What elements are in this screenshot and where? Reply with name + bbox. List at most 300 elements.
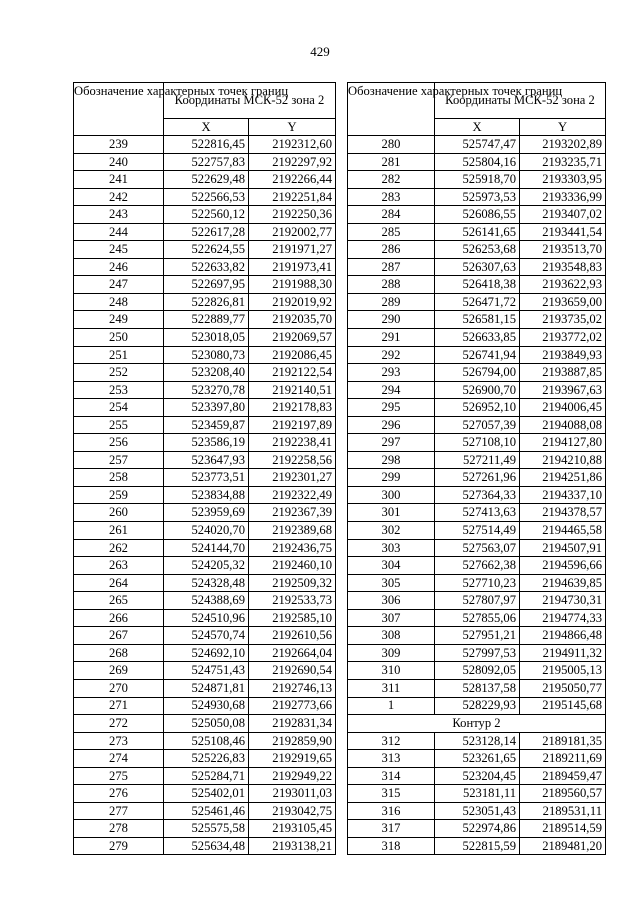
- point-number-cell: 246: [74, 258, 164, 276]
- y-coordinate-cell: 2194507,91: [520, 539, 606, 557]
- point-number-cell: 243: [74, 206, 164, 224]
- table-row: [348, 539, 606, 557]
- table-row: [348, 820, 606, 838]
- table-row: [348, 399, 606, 417]
- point-number-cell: 276: [74, 785, 164, 803]
- x-coordinate-cell: 522560,12: [164, 206, 249, 224]
- x-coordinate-cell: 522815,59: [435, 837, 520, 855]
- x-coordinate-cell: 522617,28: [164, 223, 249, 241]
- point-number-cell: 255: [74, 416, 164, 434]
- y-coordinate-cell: 2192312,60: [249, 136, 336, 154]
- table-row: [348, 750, 606, 768]
- table-row: [74, 206, 336, 224]
- point-number-cell: 278: [74, 820, 164, 838]
- table-row: [348, 293, 606, 311]
- column-header-y: Y: [520, 119, 606, 136]
- y-coordinate-cell: 2193202,89: [520, 136, 606, 154]
- x-coordinate-cell: 528229,93: [435, 697, 520, 715]
- y-coordinate-cell: 2194127,80: [520, 434, 606, 452]
- x-coordinate-cell: 524510,96: [164, 609, 249, 627]
- y-coordinate-cell: 2194251,86: [520, 469, 606, 487]
- point-number-cell: 297: [348, 434, 435, 452]
- table-row: [74, 486, 336, 504]
- point-number-cell: 252: [74, 364, 164, 382]
- table-row: [348, 206, 606, 224]
- point-number-cell: 266: [74, 609, 164, 627]
- table-row: [74, 258, 336, 276]
- x-coordinate-cell: 523181,11: [435, 785, 520, 803]
- table-row: [74, 715, 336, 733]
- x-coordinate-cell: 525918,70: [435, 171, 520, 189]
- x-coordinate-cell: 528137,58: [435, 679, 520, 697]
- table-row: [74, 416, 336, 434]
- y-coordinate-cell: 2194866,48: [520, 627, 606, 645]
- y-coordinate-cell: 2192436,75: [249, 539, 336, 557]
- point-number-cell: 290: [348, 311, 435, 329]
- x-coordinate-cell: 527211,49: [435, 451, 520, 469]
- x-coordinate-cell: 526633,85: [435, 329, 520, 347]
- x-coordinate-cell: 523834,88: [164, 486, 249, 504]
- table-row: [74, 381, 336, 399]
- table-row: [348, 153, 606, 171]
- y-coordinate-cell: 2191973,41: [249, 258, 336, 276]
- y-coordinate-cell: 2192533,73: [249, 592, 336, 610]
- y-coordinate-cell: 2194730,31: [520, 592, 606, 610]
- y-coordinate-cell: 2194596,66: [520, 557, 606, 575]
- point-number-cell: 314: [348, 767, 435, 785]
- y-coordinate-cell: 2192773,66: [249, 697, 336, 715]
- coordinates-table-left: [73, 82, 336, 855]
- table-row: [348, 662, 606, 680]
- point-number-cell: 264: [74, 574, 164, 592]
- y-coordinate-cell: 2192140,51: [249, 381, 336, 399]
- point-number-cell: 303: [348, 539, 435, 557]
- point-number-cell: 299: [348, 469, 435, 487]
- y-coordinate-cell: 2192322,49: [249, 486, 336, 504]
- y-coordinate-cell: 2192266,44: [249, 171, 336, 189]
- x-coordinate-cell: 526418,38: [435, 276, 520, 294]
- point-number-cell: 311: [348, 679, 435, 697]
- point-number-cell: 241: [74, 171, 164, 189]
- table-row: [74, 627, 336, 645]
- point-number-cell: 248: [74, 293, 164, 311]
- column-header-coordinates: Координаты МСК-52 зона 2: [435, 83, 606, 119]
- table-row: [74, 346, 336, 364]
- point-number-cell: 304: [348, 557, 435, 575]
- x-coordinate-cell: 524328,48: [164, 574, 249, 592]
- x-coordinate-cell: 526471,72: [435, 293, 520, 311]
- x-coordinate-cell: 527413,63: [435, 504, 520, 522]
- x-coordinate-cell: 525402,01: [164, 785, 249, 803]
- table-row: [348, 434, 606, 452]
- point-number-cell: 249: [74, 311, 164, 329]
- x-coordinate-cell: 527662,38: [435, 557, 520, 575]
- x-coordinate-cell: 527563,07: [435, 539, 520, 557]
- table-row: [348, 136, 606, 154]
- point-number-cell: 263: [74, 557, 164, 575]
- table-row: [74, 574, 336, 592]
- y-coordinate-cell: 2192297,92: [249, 153, 336, 171]
- y-coordinate-cell: 2191988,30: [249, 276, 336, 294]
- point-number-cell: 270: [74, 679, 164, 697]
- point-number-cell: 288: [348, 276, 435, 294]
- point-number-cell: 310: [348, 662, 435, 680]
- column-header-x: X: [435, 119, 520, 136]
- column-header-x: X: [164, 119, 249, 136]
- x-coordinate-cell: 527997,53: [435, 644, 520, 662]
- point-number-cell: 280: [348, 136, 435, 154]
- y-coordinate-cell: 2193849,93: [520, 346, 606, 364]
- point-number-cell: 259: [74, 486, 164, 504]
- y-coordinate-cell: 2193548,83: [520, 258, 606, 276]
- table-row: [348, 627, 606, 645]
- x-coordinate-cell: 524570,74: [164, 627, 249, 645]
- table-row: [348, 241, 606, 259]
- point-number-cell: 298: [348, 451, 435, 469]
- x-coordinate-cell: 525804,16: [435, 153, 520, 171]
- x-coordinate-cell: 524871,81: [164, 679, 249, 697]
- x-coordinate-cell: 525284,71: [164, 767, 249, 785]
- x-coordinate-cell: 523018,05: [164, 329, 249, 347]
- x-coordinate-cell: 522816,45: [164, 136, 249, 154]
- x-coordinate-cell: 527807,97: [435, 592, 520, 610]
- y-coordinate-cell: 2193105,45: [249, 820, 336, 838]
- y-coordinate-cell: 2193042,75: [249, 802, 336, 820]
- table-row: [348, 311, 606, 329]
- table-row: [348, 732, 606, 750]
- y-coordinate-cell: 2193138,21: [249, 837, 336, 855]
- x-coordinate-cell: 524751,43: [164, 662, 249, 680]
- point-number-cell: 286: [348, 241, 435, 259]
- y-coordinate-cell: 2193967,63: [520, 381, 606, 399]
- x-coordinate-cell: 523051,43: [435, 802, 520, 820]
- x-coordinate-cell: 522633,82: [164, 258, 249, 276]
- y-coordinate-cell: 2192035,70: [249, 311, 336, 329]
- y-coordinate-cell: 2192086,45: [249, 346, 336, 364]
- x-coordinate-cell: 526141,65: [435, 223, 520, 241]
- table-row: [348, 364, 606, 382]
- coordinates-table-right: [347, 82, 606, 855]
- y-coordinate-cell: 2191971,27: [249, 241, 336, 259]
- y-coordinate-cell: 2189514,59: [520, 820, 606, 838]
- point-number-cell: 268: [74, 644, 164, 662]
- column-header-coordinates: Координаты МСК-52 зона 2: [164, 83, 336, 119]
- y-coordinate-cell: 2192389,68: [249, 522, 336, 540]
- table-row: [74, 188, 336, 206]
- point-number-cell: 260: [74, 504, 164, 522]
- table-row: [74, 785, 336, 803]
- x-coordinate-cell: 524144,70: [164, 539, 249, 557]
- table-row: [348, 837, 606, 855]
- point-number-cell: 289: [348, 293, 435, 311]
- y-coordinate-cell: 2193407,02: [520, 206, 606, 224]
- x-coordinate-cell: 524930,68: [164, 697, 249, 715]
- point-number-cell: 305: [348, 574, 435, 592]
- table-row: [348, 574, 606, 592]
- y-coordinate-cell: 2192460,10: [249, 557, 336, 575]
- x-coordinate-cell: 522624,55: [164, 241, 249, 259]
- table-row: [74, 697, 336, 715]
- table-row: [348, 188, 606, 206]
- table-row: [348, 171, 606, 189]
- point-number-cell: 283: [348, 188, 435, 206]
- point-number-cell: 265: [74, 592, 164, 610]
- table-row: [74, 153, 336, 171]
- x-coordinate-cell: 523080,73: [164, 346, 249, 364]
- table-row: [74, 364, 336, 382]
- point-number-cell: 262: [74, 539, 164, 557]
- x-coordinate-cell: 524388,69: [164, 592, 249, 610]
- table-row: [74, 171, 336, 189]
- y-coordinate-cell: 2193235,71: [520, 153, 606, 171]
- y-coordinate-cell: 2192069,57: [249, 329, 336, 347]
- y-coordinate-cell: 2192301,27: [249, 469, 336, 487]
- table-row: [348, 609, 606, 627]
- y-coordinate-cell: 2194378,57: [520, 504, 606, 522]
- y-coordinate-cell: 2195050,77: [520, 679, 606, 697]
- point-number-cell: 293: [348, 364, 435, 382]
- x-coordinate-cell: 525747,47: [435, 136, 520, 154]
- x-coordinate-cell: 524692,10: [164, 644, 249, 662]
- point-number-cell: 281: [348, 153, 435, 171]
- x-coordinate-cell: 525461,46: [164, 802, 249, 820]
- table-row: [348, 679, 606, 697]
- point-number-cell: 291: [348, 329, 435, 347]
- x-coordinate-cell: 524205,32: [164, 557, 249, 575]
- x-coordinate-cell: 528092,05: [435, 662, 520, 680]
- y-coordinate-cell: 2194774,33: [520, 609, 606, 627]
- table-row: [74, 329, 336, 347]
- y-coordinate-cell: 2192610,56: [249, 627, 336, 645]
- table-row: [74, 837, 336, 855]
- x-coordinate-cell: 523459,87: [164, 416, 249, 434]
- y-coordinate-cell: 2194465,58: [520, 522, 606, 540]
- point-number-cell: 253: [74, 381, 164, 399]
- y-coordinate-cell: 2193011,03: [249, 785, 336, 803]
- point-number-cell: 245: [74, 241, 164, 259]
- point-number-cell: 306: [348, 592, 435, 610]
- table-row: [348, 592, 606, 610]
- x-coordinate-cell: 525575,58: [164, 820, 249, 838]
- table-row: [74, 802, 336, 820]
- y-coordinate-cell: 2193735,02: [520, 311, 606, 329]
- table-row: [348, 644, 606, 662]
- point-number-cell: 284: [348, 206, 435, 224]
- x-coordinate-cell: 522697,95: [164, 276, 249, 294]
- table-row: [348, 557, 606, 575]
- x-coordinate-cell: 522974,86: [435, 820, 520, 838]
- y-coordinate-cell: 2192002,77: [249, 223, 336, 241]
- y-coordinate-cell: 2192746,13: [249, 679, 336, 697]
- x-coordinate-cell: 523261,65: [435, 750, 520, 768]
- section-title: Контур 2: [348, 715, 606, 733]
- y-coordinate-cell: 2194911,32: [520, 644, 606, 662]
- table-row: [348, 697, 606, 715]
- y-coordinate-cell: 2194639,85: [520, 574, 606, 592]
- point-number-cell: 277: [74, 802, 164, 820]
- table-row: [348, 522, 606, 540]
- table-row: [74, 434, 336, 452]
- x-coordinate-cell: 523647,93: [164, 451, 249, 469]
- table-row: [74, 557, 336, 575]
- x-coordinate-cell: 526741,94: [435, 346, 520, 364]
- y-coordinate-cell: 2192831,34: [249, 715, 336, 733]
- x-coordinate-cell: 527951,21: [435, 627, 520, 645]
- table-row: [348, 486, 606, 504]
- point-number-cell: 1: [348, 697, 435, 715]
- point-number-cell: 292: [348, 346, 435, 364]
- x-coordinate-cell: 526307,63: [435, 258, 520, 276]
- y-coordinate-cell: 2192122,54: [249, 364, 336, 382]
- x-coordinate-cell: 523128,14: [435, 732, 520, 750]
- table-row: [74, 136, 336, 154]
- x-coordinate-cell: 522757,83: [164, 153, 249, 171]
- table-row: [74, 732, 336, 750]
- x-coordinate-cell: 523204,45: [435, 767, 520, 785]
- table-row: [74, 469, 336, 487]
- table-row: [74, 223, 336, 241]
- y-coordinate-cell: 2192197,89: [249, 416, 336, 434]
- y-coordinate-cell: 2189181,35: [520, 732, 606, 750]
- y-coordinate-cell: 2193659,00: [520, 293, 606, 311]
- y-coordinate-cell: 2192250,36: [249, 206, 336, 224]
- y-coordinate-cell: 2192919,65: [249, 750, 336, 768]
- point-number-cell: 275: [74, 767, 164, 785]
- point-number-cell: 279: [74, 837, 164, 855]
- table-row: [74, 662, 336, 680]
- point-number-cell: 300: [348, 486, 435, 504]
- column-header-point-label: Обозначение характерных точек границ: [348, 83, 435, 136]
- point-number-cell: 295: [348, 399, 435, 417]
- y-coordinate-cell: 2194337,10: [520, 486, 606, 504]
- table-row: [348, 785, 606, 803]
- table-row: [348, 451, 606, 469]
- x-coordinate-cell: 527710,23: [435, 574, 520, 592]
- point-number-cell: 302: [348, 522, 435, 540]
- y-coordinate-cell: 2193622,93: [520, 276, 606, 294]
- section-row: [348, 715, 606, 733]
- table-row: [348, 276, 606, 294]
- y-coordinate-cell: 2194210,88: [520, 451, 606, 469]
- point-number-cell: 296: [348, 416, 435, 434]
- y-coordinate-cell: 2189211,69: [520, 750, 606, 768]
- x-coordinate-cell: 527261,96: [435, 469, 520, 487]
- y-coordinate-cell: 2194088,08: [520, 416, 606, 434]
- x-coordinate-cell: 527057,39: [435, 416, 520, 434]
- point-number-cell: 250: [74, 329, 164, 347]
- table-row: [74, 644, 336, 662]
- x-coordinate-cell: 526581,15: [435, 311, 520, 329]
- y-coordinate-cell: 2192585,10: [249, 609, 336, 627]
- x-coordinate-cell: 522826,81: [164, 293, 249, 311]
- table-row: [74, 820, 336, 838]
- y-coordinate-cell: 2195145,68: [520, 697, 606, 715]
- point-number-cell: 313: [348, 750, 435, 768]
- x-coordinate-cell: 524020,70: [164, 522, 249, 540]
- table-row: [74, 399, 336, 417]
- x-coordinate-cell: 525108,46: [164, 732, 249, 750]
- point-number-cell: 307: [348, 609, 435, 627]
- x-coordinate-cell: 522629,48: [164, 171, 249, 189]
- y-coordinate-cell: 2192251,84: [249, 188, 336, 206]
- point-number-cell: 257: [74, 451, 164, 469]
- point-number-cell: 254: [74, 399, 164, 417]
- y-coordinate-cell: 2192019,92: [249, 293, 336, 311]
- x-coordinate-cell: 523773,51: [164, 469, 249, 487]
- x-coordinate-cell: 527108,10: [435, 434, 520, 452]
- point-number-cell: 309: [348, 644, 435, 662]
- table-row: [74, 504, 336, 522]
- table-row: [348, 802, 606, 820]
- point-number-cell: 318: [348, 837, 435, 855]
- x-coordinate-cell: 523397,80: [164, 399, 249, 417]
- point-number-cell: 301: [348, 504, 435, 522]
- y-coordinate-cell: 2194006,45: [520, 399, 606, 417]
- point-number-cell: 239: [74, 136, 164, 154]
- y-coordinate-cell: 2192690,54: [249, 662, 336, 680]
- point-number-cell: 294: [348, 381, 435, 399]
- table-row: [74, 311, 336, 329]
- point-number-cell: 317: [348, 820, 435, 838]
- point-number-cell: 282: [348, 171, 435, 189]
- point-number-cell: 312: [348, 732, 435, 750]
- y-coordinate-cell: 2193441,54: [520, 223, 606, 241]
- x-coordinate-cell: 523208,40: [164, 364, 249, 382]
- x-coordinate-cell: 525634,48: [164, 837, 249, 855]
- y-coordinate-cell: 2195005,13: [520, 662, 606, 680]
- y-coordinate-cell: 2193772,02: [520, 329, 606, 347]
- page-number: 429: [310, 44, 330, 59]
- y-coordinate-cell: 2192949,22: [249, 767, 336, 785]
- x-coordinate-cell: 526253,68: [435, 241, 520, 259]
- table-row: [348, 258, 606, 276]
- table-row: [74, 609, 336, 627]
- point-number-cell: 285: [348, 223, 435, 241]
- y-coordinate-cell: 2189459,47: [520, 767, 606, 785]
- table-row: [74, 522, 336, 540]
- table-row: [348, 346, 606, 364]
- x-coordinate-cell: 526794,00: [435, 364, 520, 382]
- table-row: [74, 241, 336, 259]
- y-coordinate-cell: 2192367,39: [249, 504, 336, 522]
- point-number-cell: 315: [348, 785, 435, 803]
- point-number-cell: 261: [74, 522, 164, 540]
- x-coordinate-cell: 525973,53: [435, 188, 520, 206]
- y-coordinate-cell: 2189560,57: [520, 785, 606, 803]
- y-coordinate-cell: 2192238,41: [249, 434, 336, 452]
- point-number-cell: 287: [348, 258, 435, 276]
- x-coordinate-cell: 527364,33: [435, 486, 520, 504]
- x-coordinate-cell: 526086,55: [435, 206, 520, 224]
- x-coordinate-cell: 527855,06: [435, 609, 520, 627]
- point-number-cell: 272: [74, 715, 164, 733]
- point-number-cell: 247: [74, 276, 164, 294]
- point-number-cell: 269: [74, 662, 164, 680]
- table-row: [348, 416, 606, 434]
- x-coordinate-cell: 523586,19: [164, 434, 249, 452]
- x-coordinate-cell: 526952,10: [435, 399, 520, 417]
- table-row: [74, 539, 336, 557]
- y-coordinate-cell: 2192509,32: [249, 574, 336, 592]
- table-row: [74, 592, 336, 610]
- y-coordinate-cell: 2193513,70: [520, 241, 606, 259]
- table-row: [74, 451, 336, 469]
- table-row: [348, 223, 606, 241]
- table-row: [74, 293, 336, 311]
- y-coordinate-cell: 2193336,99: [520, 188, 606, 206]
- y-coordinate-cell: 2192178,83: [249, 399, 336, 417]
- column-header-y: Y: [249, 119, 336, 136]
